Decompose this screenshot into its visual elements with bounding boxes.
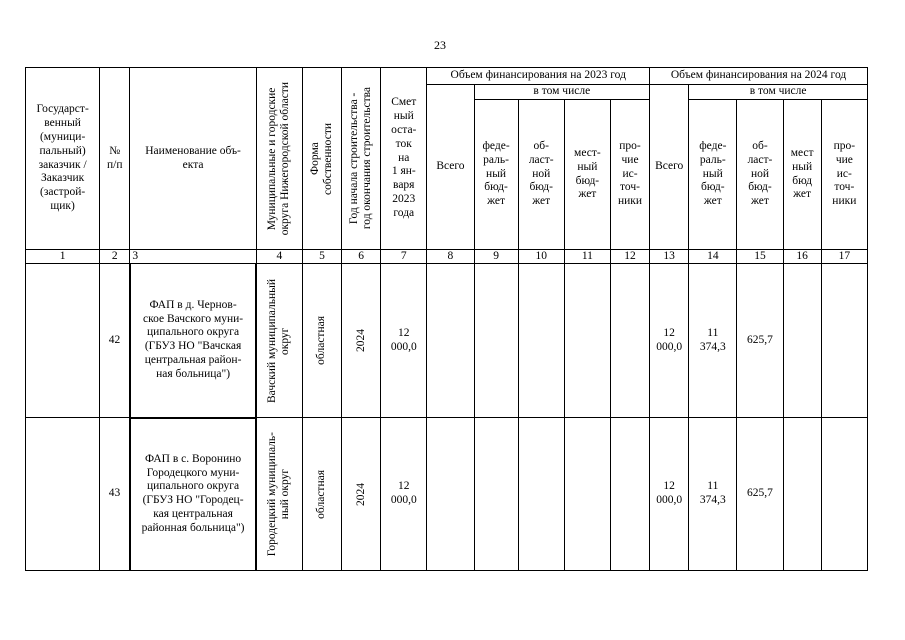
row-total-2023 xyxy=(427,418,474,571)
col-num: 11 xyxy=(564,250,610,264)
col-num: 15 xyxy=(737,250,783,264)
col-num: 6 xyxy=(342,250,381,264)
header-balance: Смет ный оста- ток на 1 ян- варя 2023 года xyxy=(381,68,427,250)
table-row xyxy=(26,418,868,571)
financing-table xyxy=(25,67,868,571)
col-num: 14 xyxy=(689,250,737,264)
header-other-2024: про- чие ис- точ- ники xyxy=(821,100,867,250)
row-ownership: областная xyxy=(302,418,341,571)
col-num: 3 xyxy=(130,250,256,264)
header-fin-2023: Объем финансирования на 2023 год xyxy=(427,68,650,85)
col-num: 10 xyxy=(518,250,564,264)
row-total-2024: 12 000,0 xyxy=(650,418,689,571)
row-customer xyxy=(26,264,100,418)
row-local-2023 xyxy=(564,418,610,571)
header-regional-2024: об- ласт- ной бюд- жет xyxy=(737,100,783,250)
col-num: 5 xyxy=(302,250,341,264)
col-num: 8 xyxy=(427,250,474,264)
row-balance: 12 000,0 xyxy=(381,264,427,418)
header-regional-2023: об- ласт- ной бюд- жет xyxy=(518,100,564,250)
row-local-2023 xyxy=(564,264,610,418)
col-num: 12 xyxy=(610,250,649,264)
row-other-2023 xyxy=(610,264,649,418)
row-regional-2024: 625,7 xyxy=(737,418,783,571)
header-federal-2024: феде- раль- ный бюд- жет xyxy=(689,100,737,250)
header-other-2023: про- чие ис- точ- ники xyxy=(610,100,649,250)
row-other-2023 xyxy=(610,418,649,571)
row-regional-2023 xyxy=(518,264,564,418)
col-num: 7 xyxy=(381,250,427,264)
header-fin-2024: Объем финансирования на 2024 год xyxy=(650,68,868,85)
row-other-2024 xyxy=(821,264,867,418)
row-regional-2024: 625,7 xyxy=(737,264,783,418)
row-customer xyxy=(26,418,100,571)
row-years: 2024 xyxy=(342,264,381,418)
row-object-name: ФАП в с. Воронино Городецкого муни- ципального округа (ГБУЗ НО "Городец- кая центральная районная больница") xyxy=(130,418,256,571)
row-local-2024 xyxy=(783,264,821,418)
header-object-name: Наименование объ- екта xyxy=(130,68,256,250)
header-municipal: Муниципальные и городские округа Нижегородской области xyxy=(256,68,302,250)
row-municipal: Городецкий муниципаль- ный округ xyxy=(256,418,302,571)
row-municipal: Вачский муниципальный округ xyxy=(256,264,302,418)
header-local-2023: мест- ный бюд- жет xyxy=(564,100,610,250)
header-federal-2023: феде- раль- ный бюд- жет xyxy=(474,100,518,250)
col-num: 16 xyxy=(783,250,821,264)
col-num: 4 xyxy=(256,250,302,264)
header-local-2024: мест ный бюд жет xyxy=(783,100,821,250)
table-row xyxy=(26,264,868,418)
row-num: 42 xyxy=(100,264,130,418)
row-balance: 12 000,0 xyxy=(381,418,427,571)
header-num: № п/п xyxy=(100,68,130,250)
row-local-2024 xyxy=(783,418,821,571)
column-numbers-row xyxy=(26,250,868,264)
header-years: Год начала строительства - год окончания строительства xyxy=(342,68,381,250)
row-federal-2023 xyxy=(474,418,518,571)
col-num: 17 xyxy=(821,250,867,264)
row-num: 43 xyxy=(100,418,130,571)
col-num: 1 xyxy=(26,250,100,264)
header-including-2024: в том числе xyxy=(689,85,868,100)
row-total-2024: 12 000,0 xyxy=(650,264,689,418)
col-num: 9 xyxy=(474,250,518,264)
header-including-2023: в том числе xyxy=(474,85,650,100)
row-object-name: ФАП в д. Чернов- ское Вачского муни- ципального округа (ГБУЗ НО "Вачская центральная район- ная больница") xyxy=(130,264,256,418)
row-years: 2024 xyxy=(342,418,381,571)
header-customer: Государст- венный (муници- пальный) заказчик / Заказчик (застрой- щик) xyxy=(26,68,100,250)
row-other-2024 xyxy=(821,418,867,571)
col-num: 13 xyxy=(650,250,689,264)
col-num: 2 xyxy=(100,250,130,264)
row-ownership: областная xyxy=(302,264,341,418)
row-federal-2024: 11 374,3 xyxy=(689,264,737,418)
header-ownership: Форма собственности xyxy=(302,68,341,250)
row-regional-2023 xyxy=(518,418,564,571)
row-federal-2024: 11 374,3 xyxy=(689,418,737,571)
header-total-2024: Всего xyxy=(650,85,689,250)
row-federal-2023 xyxy=(474,264,518,418)
row-total-2023 xyxy=(427,264,474,418)
page-number: 23 xyxy=(434,38,446,52)
header-total-2023: Всего xyxy=(427,85,474,250)
